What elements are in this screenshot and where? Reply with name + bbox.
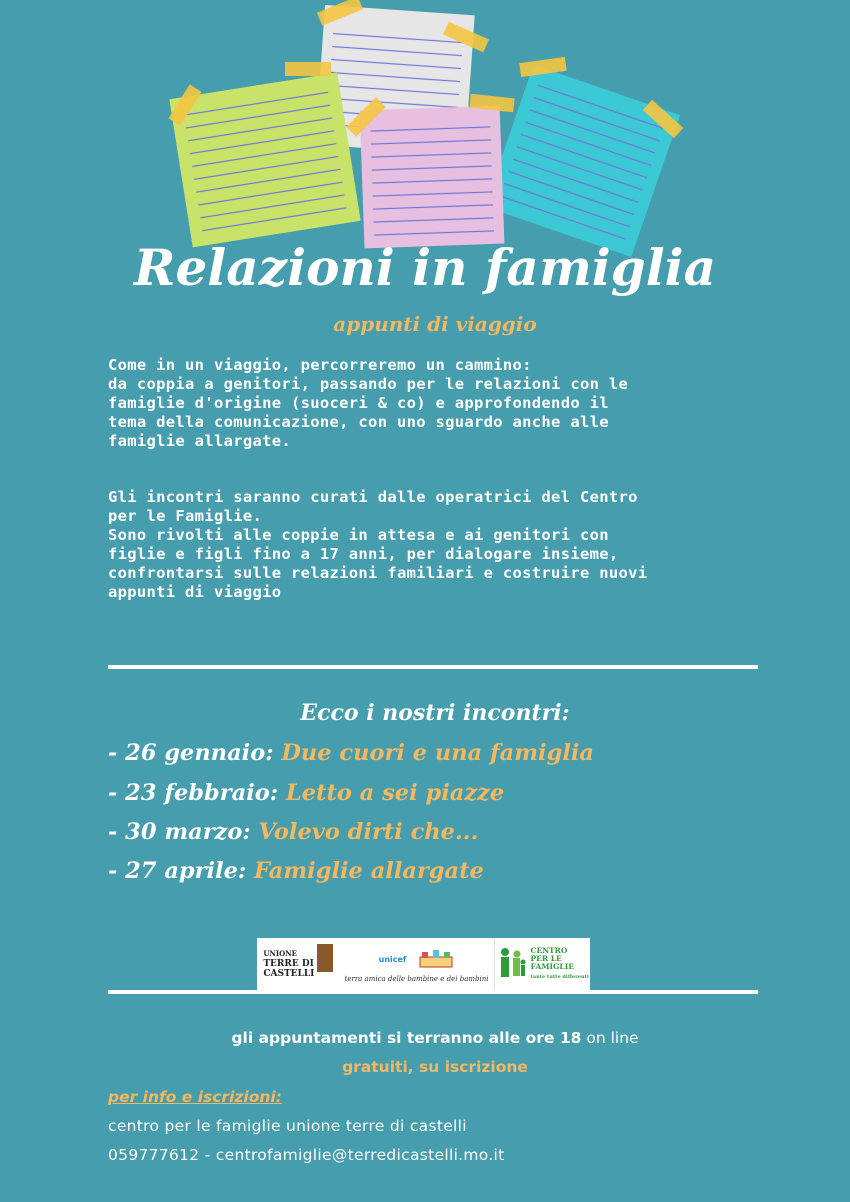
meeting-date: - 26 gennaio: xyxy=(108,740,274,766)
divider xyxy=(108,990,758,994)
intro-paragraph-2 xyxy=(108,488,762,602)
tower-icon xyxy=(317,944,333,972)
intro-line: Gli incontri saranno curati dalle operatrici del Centro xyxy=(108,488,638,506)
green-note xyxy=(169,73,360,248)
partner-logos xyxy=(257,938,590,990)
sticky-notes-illustration xyxy=(0,0,850,260)
logo-text: TERRE DI xyxy=(263,959,314,969)
terra-amica-text: terra amica delle bambine e dei bambini xyxy=(344,975,489,983)
unione-terre-di-castelli-logo xyxy=(257,938,339,990)
meeting-date: - 27 aprile: xyxy=(108,858,247,884)
meeting-date: - 30 marzo: xyxy=(108,819,251,845)
contact-phone-email[interactable]: 059777612 - centrofamiglie@terredicastelli.mo.it xyxy=(108,1146,505,1164)
meetings-title: Ecco i nostri incontri: xyxy=(300,700,570,726)
meeting-date: - 23 febbraio: xyxy=(108,780,279,806)
meeting-topic: Letto a sei piazze xyxy=(285,780,505,806)
free-registration-info: gratuiti, su iscrizione xyxy=(342,1058,528,1076)
intro-line: per le Famiglie. xyxy=(108,507,263,525)
page-subtitle: appunti di viaggio xyxy=(333,312,537,336)
centro-per-le-famiglie-logo xyxy=(494,938,590,990)
logo-subtext: tante tutte differenti xyxy=(530,974,589,980)
unicef-text: unicef xyxy=(378,954,407,964)
meeting-topic: Volevo dirti che... xyxy=(258,819,479,845)
intro-line: da coppia a genitori, passando per le relazioni con le xyxy=(108,375,629,393)
logo-text: CASTELLI xyxy=(263,969,315,979)
intro-paragraph-1 xyxy=(108,356,762,451)
schedule-info xyxy=(0,1029,850,1047)
meeting-item xyxy=(108,858,484,884)
contacts-label: per info e iscrizioni: xyxy=(108,1088,282,1106)
meeting-topic: Famiglie allargate xyxy=(254,858,484,884)
intro-line: confrontarsi sulle relazioni familiari e costruire nuovi xyxy=(108,564,648,582)
schedule-info-bold: gli appuntamenti si terranno alle ore 18 xyxy=(231,1029,582,1047)
intro-line: famiglie allargate. xyxy=(108,432,292,450)
intro-line: tema della comunicazione, con uno sguardo anche alle xyxy=(108,413,609,431)
intro-line: figlie e figli fino a 17 anni, per dialogare insieme, xyxy=(108,545,619,563)
unicef-terra-amica-logo xyxy=(339,938,495,990)
family-icon xyxy=(497,946,527,982)
logo-text: CENTRO xyxy=(530,946,568,955)
cyan-note xyxy=(485,65,680,257)
castle-icon xyxy=(418,949,454,969)
contact-name: centro per le famiglie unione terre di castelli xyxy=(108,1117,467,1135)
meeting-item xyxy=(108,740,594,766)
pink-note xyxy=(360,106,505,249)
page-title: Relazioni in famiglia xyxy=(133,238,717,297)
meeting-item xyxy=(108,780,504,806)
intro-line: appunti di viaggio xyxy=(108,583,282,601)
intro-line: Come in un viaggio, percorreremo un cammino: xyxy=(108,356,532,374)
intro-line: Sono rivolti alle coppie in attesa e ai genitori con xyxy=(108,526,609,544)
logo-text: FAMIGLIE xyxy=(530,962,574,971)
intro-line: famiglie d'origine (suoceri & co) e approfondendo il xyxy=(108,394,609,412)
meeting-topic: Due cuori e una famiglia xyxy=(281,740,594,766)
meeting-item xyxy=(108,819,478,845)
logo-text: UNIONE xyxy=(263,949,297,958)
divider xyxy=(108,665,758,669)
logo-text: PER LE xyxy=(530,954,562,963)
schedule-info-rest: on line xyxy=(581,1029,639,1047)
tape xyxy=(285,62,331,76)
